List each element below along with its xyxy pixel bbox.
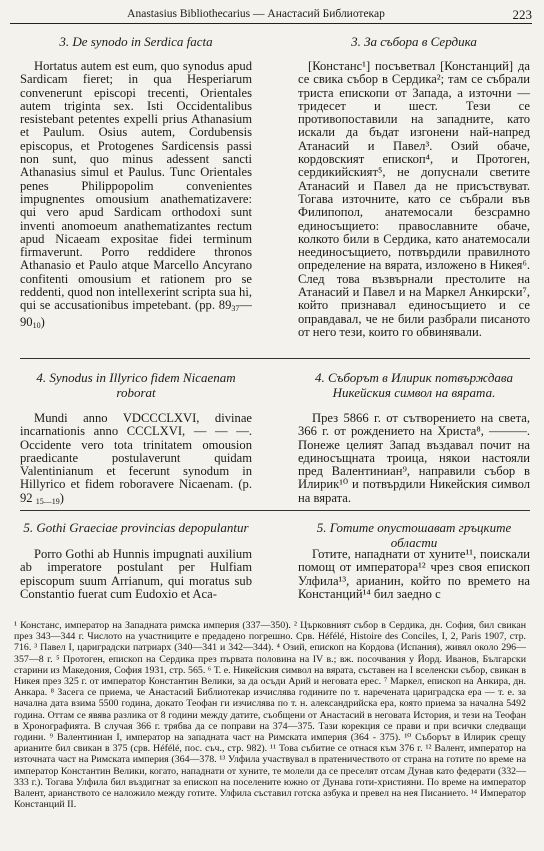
section-4-latin-title: 4. Synodus in Illyrico fidem Nicaenam roborat [36,370,236,400]
section-5-latin-text: Porro Gothi ab Hunnis impugnati auxilium ab imperatore postulant per Hulfiam episcopum suum Arrianum, qui moratus sub Constantio fuerat cum Eudoxio et Aca- [20,547,252,601]
section-3-latin-body: Hortatus autem est eum, quo synodus apud Sardicam fieret; in qua Hesperiarum convenerunt episcopi trecenti, Orientales autem triginta sex. Isti Occidentalibus resistebant petentes expelli prius Athanasium et Paulum. Osius autem, Cordubensis episcopus, et Protogenes Sardicensis passi non sunt, quo minus adessent sancti Athanasius simul et Paulus. Tunc Orientales penes Philippopolim convenientes impugnentes omousium anathematizavere: qui vero apud Sardicam orthodoxi sunt inventi anomoeum anathematizantes rectum apud Nicaeam expositae fidei terminum firmaverunt. Porro reddidere thronos Athanasio et Paulo atque Marcello Ancyrano confitenti omousium et rationem pro se reddenti, quod non intellexerint scripta sua hi, qui se accusationibus impetebant. (pp. 89 [20,59,252,313]
latin-column [20,30,252,616]
page-header [10,8,532,24]
section-4-latin-ref: 15—19 [35,496,60,506]
section-4-bulgarian-title: 4. Съборът в Илирик потвърждава Никейския символ на вярата. [315,370,513,400]
section-divider-2 [20,510,530,511]
section-3-bulgarian-text: [Констанс¹] посъветвал [Констанций] да се свика събор в Сердика²; там се събрали триста епископи от Запада, а източни — тридесет и шест. Тези се противопоставили на западните, като искали да бъдат изгонени най-напред Атанасий и Павел³. Озий обаче, кордовският епископ⁴, и Протоген, сердикийският⁵, не допуснали светите Атанасий и Павел да не присъствуват. Тогава източните, като се събрали във Филипопол, анатемосали безсрамно единосъщието: православните обаче, колкото били в Сердика, като анатемосали неединосъщието, потвърдили правилното определение на вярата, изложено в Никея⁶. След това възвърнали престолите на Атанасий и Павел и на Маркел Анкирски⁷, който признавал единосъщието и се оправдавал, че не били разбрали писаното от него тези, които го обвинявали. [298,59,530,339]
section-3-latin-ref-2: 10 [32,320,41,330]
section-5-bulgarian-text: Готите, нападнати от хуните¹¹, поискали помощ от императора¹² чрез своя епископ Улфила¹³, арианин, който по времето на Констанций¹⁴ бил заедно с [298,547,530,601]
footnotes: ¹ Констанс, император на Западната римска империя (337—350). ² Църковният събор в Сердика, дн. София, бил свикан през 343—344 г. Числото на участниците е предадено погрешно. Срв. Héfélé, Histoire des Conciles, I, 2, Paris 1907, стр. 716. ³ Павел I, цариградски патриарх (340—341 и 342—344). ⁴ Озий, епископ на Кордова (Испания), живял около 296—357—8 г. ⁵ Протоген, епископ на Сердика през първата половина на IV в.; вж. посочвания у Йорд. Иванов, Български старини из Македония, София 1931, стр. 565. ⁶ Т. е. Никейския символ на вярата, съставен на I вселенски събор, свикан в Никея през 325 г. от император Константин Велики, за да осъди Арий и неговата ерес. ⁷ Маркел, епископ на Анкира, дн. Анкара. ⁸ Засега се приема, че Анастасий Библиотекар изчислява годините по т. наречената цариградска ера — т. е. за начална дата взима 5500 година, докато Теофан ги изчислява по т. н. александрийска ера, която приема за начална 5492 година. Оттам се явява разлика от 8 години между датите, съобщени от Анастасий в неговата История, и тези на Теофан в Хронографията. В случая 366 г. трябва да се поправи на 374—375. Тази корекция се прави и при всички следващи години. ⁹ Валентиниан I, император на западната част на Римската империя (364 - 375). ¹⁰ Съборът в Илирик срещу арианите бил свикан в 375 (срв. Héfélé, пос. съч., стр. 982). ¹¹ Това събитие се отнася към 376 г. ¹² Валент, император на източната част на Римската империя (364—378. ¹³ Улфила участвувал в пратеничеството от страна на готите по време на император Константин Велики, когато, нападнати от хуните, те молели да се преселят отсам Дунав като федерати (332—333 г.). Тогава Улфила бил въздигнат за епископ на поселените южно от Дунава готи-християни. По време на император Валент, арианството се наложило между готите. Улфила съставил готска азбука и превел на нея Писанието. ¹⁴ Император Констанций II. [14,620,526,811]
running-head: Anastasius Bibliothecarius — Анастасий Библиотекар [127,8,385,20]
section-3-latin-ref-dash: —90 [20,298,252,329]
section-4-latin-body: Mundi anno VDCCCLXVI, divinae incarnationis anno CCCLXVI, — — —. Occidente vero tota trinitatem omousion praedicante postulaverunt quidam Valentinianum et fecerunt synodum in Hillyrico et fidem roboravere Nicaenam. (p. 92 [20,411,252,505]
section-divider-1 [20,358,530,359]
section-5-bulgarian-title: 5. Готите опустошават гръцките области [316,520,512,550]
section-4-latin-text [20,412,252,508]
section-5-latin-title: 5. Gothi Graeciae provincias depopulantur [23,520,249,535]
page-number: 223 [512,7,532,22]
section-3-latin-ref-end: ) [40,314,45,329]
two-column-body [20,30,530,616]
section-4-latin-ref-end: ) [59,490,64,505]
section-3-latin-text [20,60,252,332]
bulgarian-column [298,30,530,616]
section-3-latin-title: 3. De synodo in Serdica facta [59,34,213,49]
section-3-bulgarian-title: 3. За събора в Сердика [351,34,477,49]
section-4-bulgarian-text: През 5866 г. от сътворението на света, 366 г. от рождението на Христа⁸, ———. Понеже целият Запад въздавал почит на единосъщната троица, някои настояли пред Валентиниан⁹, направили събор в Илирик¹⁰ и потвърдили Никейския символ на вярата. [298,411,530,505]
section-3-latin-ref-1: 37 [231,304,240,314]
